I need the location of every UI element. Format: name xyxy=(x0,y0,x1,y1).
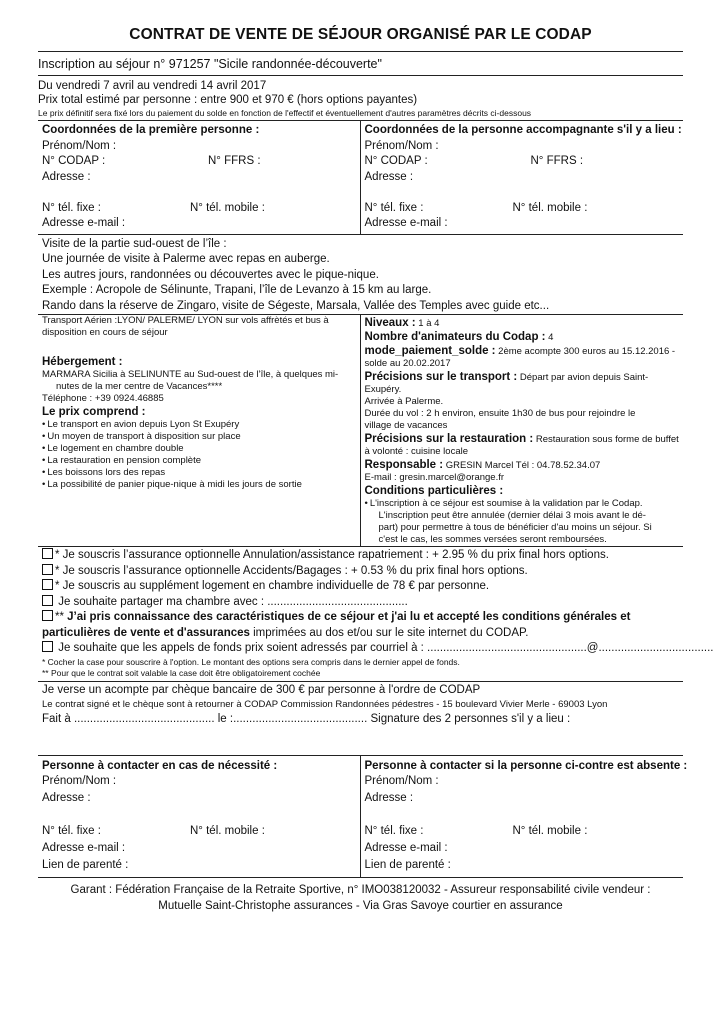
details-left xyxy=(38,315,361,546)
prix-comprend-item: • Un moyen de transport à disposition sur place xyxy=(42,431,356,443)
footer-assurance: Mutuelle Saint-Christophe assurances - Via Gras Savoye courtier en assurance xyxy=(158,899,563,912)
prix-comprend-item: • La possibilité de panier pique-nique à midi les jours de sortie xyxy=(42,479,356,491)
option-annulation-checkbox[interactable] xyxy=(42,548,53,559)
option-accidents-label: * Je souscris l’assurance optionnelle Accidents/Bagages : + 0.53 % du prix final hors options. xyxy=(55,564,528,577)
contact2-address-field[interactable]: Adresse : xyxy=(364,792,414,804)
transport-precisions-label: Précisions sur le transport : xyxy=(364,371,518,383)
person1-tel-fixe-field[interactable]: N° tél. fixe : xyxy=(42,201,101,214)
transport-precisions-value: Arrivée à Palerme. xyxy=(364,396,444,407)
responsable-email: E-mail : gresin.marcel@orange.fr xyxy=(364,472,505,483)
fait-signature-line[interactable]: Fait à ............................................ le :.......................................... Signature des 2 personnes s'il y a lieu : xyxy=(42,713,571,725)
program-line: Une journée de visite à Palerme avec repas en auberge. xyxy=(42,253,330,265)
mode-paiement-value: 2ème acompte 300 euros au 15.12.2016 - xyxy=(498,346,676,357)
program-line: Exemple : Acropole de Sélinunte, Trapani, l’île de Levanzo à 15 km au large. xyxy=(42,284,432,296)
person1-email-field[interactable]: Adresse e-mail : xyxy=(42,217,126,229)
option-courriel-label: Je souhaite que les appels de fonds prix soient adressés par courriel à : ..................................................@.................................... xyxy=(55,642,714,654)
options-block xyxy=(38,547,714,679)
hebergement-line: nutes de la mer centre de Vacances**** xyxy=(56,381,223,392)
payment-block xyxy=(38,682,683,728)
options-note: ** Pour que le contrat soit valable la case doit être obligatoirement cochée xyxy=(42,667,321,678)
prix-comprend-item: • Le logement en chambre double xyxy=(42,443,356,455)
contact2-email-field[interactable]: Adresse e-mail : xyxy=(364,841,448,854)
prix-comprend-item: • Les boissons lors des repas xyxy=(42,467,356,479)
details-right xyxy=(361,315,684,546)
option-annulation-label: * Je souscris l’assurance optionnelle Annulation/assistance rapatriement : + 2.95 % du prix final hors options. xyxy=(55,549,609,561)
transport-precisions-value: Départ par avion depuis Saint-Exupéry. xyxy=(364,372,649,395)
mode-paiement-label: mode_paiement_solde : xyxy=(364,345,496,357)
conditions-line: • L'inscription à ce séjour est soumise à la validation par le Codap. xyxy=(365,498,680,510)
price-total: Prix total estimé par personne : entre 900 et 970 € (hors options payantes) xyxy=(38,94,418,106)
program-line: Rando dans la réserve de Zingaro, visite de Ségeste, Marsala, Vallée des Temples avec guide etc... xyxy=(42,299,550,312)
footer-garant: Garant : Fédération Française de la Retraite Sportive, n° IMO038120032 - Assureur responsabilité civile vendeur : xyxy=(70,883,651,896)
option-accidents-checkbox[interactable] xyxy=(42,564,53,575)
dates-line: Du vendredi 7 avril au vendredi 14 avril 2017 xyxy=(38,80,267,92)
contacts-section xyxy=(38,756,688,877)
program-line: Les autres jours, randonnées ou découvertes avec le pique-nique. xyxy=(42,268,379,281)
option-chambre-individuelle-label: * Je souscris au supplément logement en chambre individuelle de 78 € par personne. xyxy=(55,580,490,592)
niveaux-value: 1 à 4 xyxy=(418,318,440,329)
hebergement-title: Hébergement : xyxy=(42,356,123,368)
transport-precisions-value: Durée du vol : 2 h environ, ensuite 1h30 de bus pour rejoindre le xyxy=(364,408,636,419)
niveaux-label: Niveaux : xyxy=(364,317,416,329)
conditions-title: Conditions particulières : xyxy=(364,485,504,497)
hebergement-telephone: Téléphone : +39 0924.46885 xyxy=(42,393,164,404)
person1-name-field[interactable]: Prénom/Nom : xyxy=(42,139,117,152)
option-conditions-checkbox[interactable] xyxy=(42,610,53,621)
coordinates-section xyxy=(38,121,683,234)
program-line: Visite de la partie sud-ouest de l’île : xyxy=(42,237,227,250)
contact2-tel-fixe-field[interactable]: N° tél. fixe : xyxy=(364,824,424,837)
option-partager-chambre-label: Je souhaite partager ma chambre avec : ............................................ xyxy=(55,595,408,608)
contact2-name-field[interactable]: Prénom/Nom : xyxy=(364,775,439,787)
person2-block xyxy=(361,121,684,234)
contact2-parente-field[interactable]: Lien de parenté : xyxy=(364,858,451,871)
person2-codap-field[interactable]: N° CODAP : xyxy=(364,155,428,167)
contact1-heading: Personne à contacter en cas de nécessité : xyxy=(42,759,278,772)
animateurs-label: Nombre d'animateurs du Codap : xyxy=(364,331,546,343)
person1-tel-mobile-field[interactable]: N° tél. mobile : xyxy=(190,201,265,214)
contact1-email-field[interactable]: Adresse e-mail : xyxy=(42,841,126,854)
retour-line: Le contrat signé et le chèque sont à retourner à CODAP Commission Randonnées pédestres - 15 boulevard Vivier Merle - 69003 Lyon xyxy=(42,699,608,710)
details-section xyxy=(38,315,683,546)
contact1-block xyxy=(38,756,361,877)
options-note: * Cocher la case pour souscrire à l'option. Le montant des options sera compris dans le dernier appel de fonds. xyxy=(42,656,460,667)
person2-email-field[interactable]: Adresse e-mail : xyxy=(364,217,448,229)
contact2-heading: Personne à contacter si la personne ci-contre est absente : xyxy=(364,759,688,772)
person2-address-field[interactable]: Adresse : xyxy=(364,170,414,183)
option-partager-chambre-checkbox[interactable] xyxy=(42,595,53,606)
transport-precisions-value: village de vacances xyxy=(364,420,448,431)
conditions-line: part) pour permettre à tous de bénéficier d'au moins un séjour. Si xyxy=(378,522,652,533)
page-title: CONTRAT DE VENTE DE SÉJOUR ORGANISÉ PAR LE CODAP xyxy=(129,26,592,43)
person2-tel-mobile-field[interactable]: N° tél. mobile : xyxy=(512,201,588,214)
option-courriel-checkbox[interactable] xyxy=(42,641,53,652)
person2-ffrs-field[interactable]: N° FFRS : xyxy=(530,155,584,167)
option-conditions-bold: J’ai pris connaissance des caractéristiques de ce séjour et j'ai lu et accepté les conditions générales et particulières de vente et d'assurances xyxy=(42,611,631,639)
contact1-tel-fixe-field[interactable]: N° tél. fixe : xyxy=(42,824,101,837)
conditions-line: c'est le cas, les sommes versées seront remboursées. xyxy=(378,534,607,545)
conditions-line: L'inscription peut être annulée (dernier délai 3 mois avant le dé- xyxy=(378,510,646,521)
contact1-tel-mobile-field[interactable]: N° tél. mobile : xyxy=(190,824,265,837)
contact1-parente-field[interactable]: Lien de parenté : xyxy=(42,858,129,871)
prix-comprend-title: Le prix comprend : xyxy=(42,406,146,418)
contract-page xyxy=(38,18,714,914)
responsable-label: Responsable : xyxy=(364,459,444,471)
transport-info: Transport Aérien :LYON/ PALERME/ LYON sur vols affrètés et bus à disposition en cours de séjour xyxy=(42,315,329,338)
person1-address-field[interactable]: Adresse : xyxy=(42,170,91,183)
restauration-value: à volonté : cuisine locale xyxy=(364,446,469,457)
program-block xyxy=(38,235,683,315)
divider xyxy=(38,51,683,52)
hebergement-line: MARMARA Sicilia à SELINUNTE au Sud-ouest de l’île, à quelques mi- xyxy=(42,369,339,380)
restauration-label: Précisions sur la restauration : xyxy=(364,433,534,445)
prix-comprend-item: • Le transport en avion depuis Lyon St Exupéry xyxy=(42,419,356,431)
inscription-line: Inscription au séjour n° 971257 "Sicile randonnée-découverte" xyxy=(38,57,382,71)
person1-ffrs-field[interactable]: N° FFRS : xyxy=(208,155,261,167)
contact1-address-field[interactable]: Adresse : xyxy=(42,792,91,804)
option-conditions-rest: imprimées au dos et/ou sur le site internet du CODAP. xyxy=(249,626,529,639)
restauration-value: Restauration sous forme de buffet xyxy=(535,434,679,445)
contact2-block xyxy=(361,756,688,877)
contact1-name-field[interactable]: Prénom/Nom : xyxy=(42,775,117,787)
divider xyxy=(38,877,683,878)
person1-block xyxy=(38,121,361,234)
option-chambre-individuelle-checkbox[interactable] xyxy=(42,579,53,590)
prix-comprend-item: • La restauration en pension complète xyxy=(42,455,356,467)
person2-heading: Coordonnées de la personne accompagnante s'il y a lieu : xyxy=(364,124,682,136)
mode-paiement-value: solde au 20.02.2017 xyxy=(364,358,451,369)
person1-heading: Coordonnées de la première personne : xyxy=(42,124,260,136)
person2-name-field[interactable]: Prénom/Nom : xyxy=(364,139,439,152)
divider xyxy=(38,75,683,76)
option-conditions-prefix: ** xyxy=(55,611,64,623)
person1-codap-field[interactable]: N° CODAP : xyxy=(42,155,106,167)
person2-tel-fixe-field[interactable]: N° tél. fixe : xyxy=(364,201,424,214)
acompte-line: Je verse un acompte par chèque bancaire de 300 € par personne à l'ordre de CODAP xyxy=(42,683,481,696)
responsable-value: GRESIN Marcel Tél : 04.78.52.34.07 xyxy=(445,460,601,471)
animateurs-value: 4 xyxy=(548,332,554,343)
contact2-tel-mobile-field[interactable]: N° tél. mobile : xyxy=(512,824,588,837)
price-note: Le prix définitif sera fixé lors du paiement du solde en fonction de l'effectif et éventuellement d'autres paramètres décrits ci-dessous xyxy=(38,108,532,118)
